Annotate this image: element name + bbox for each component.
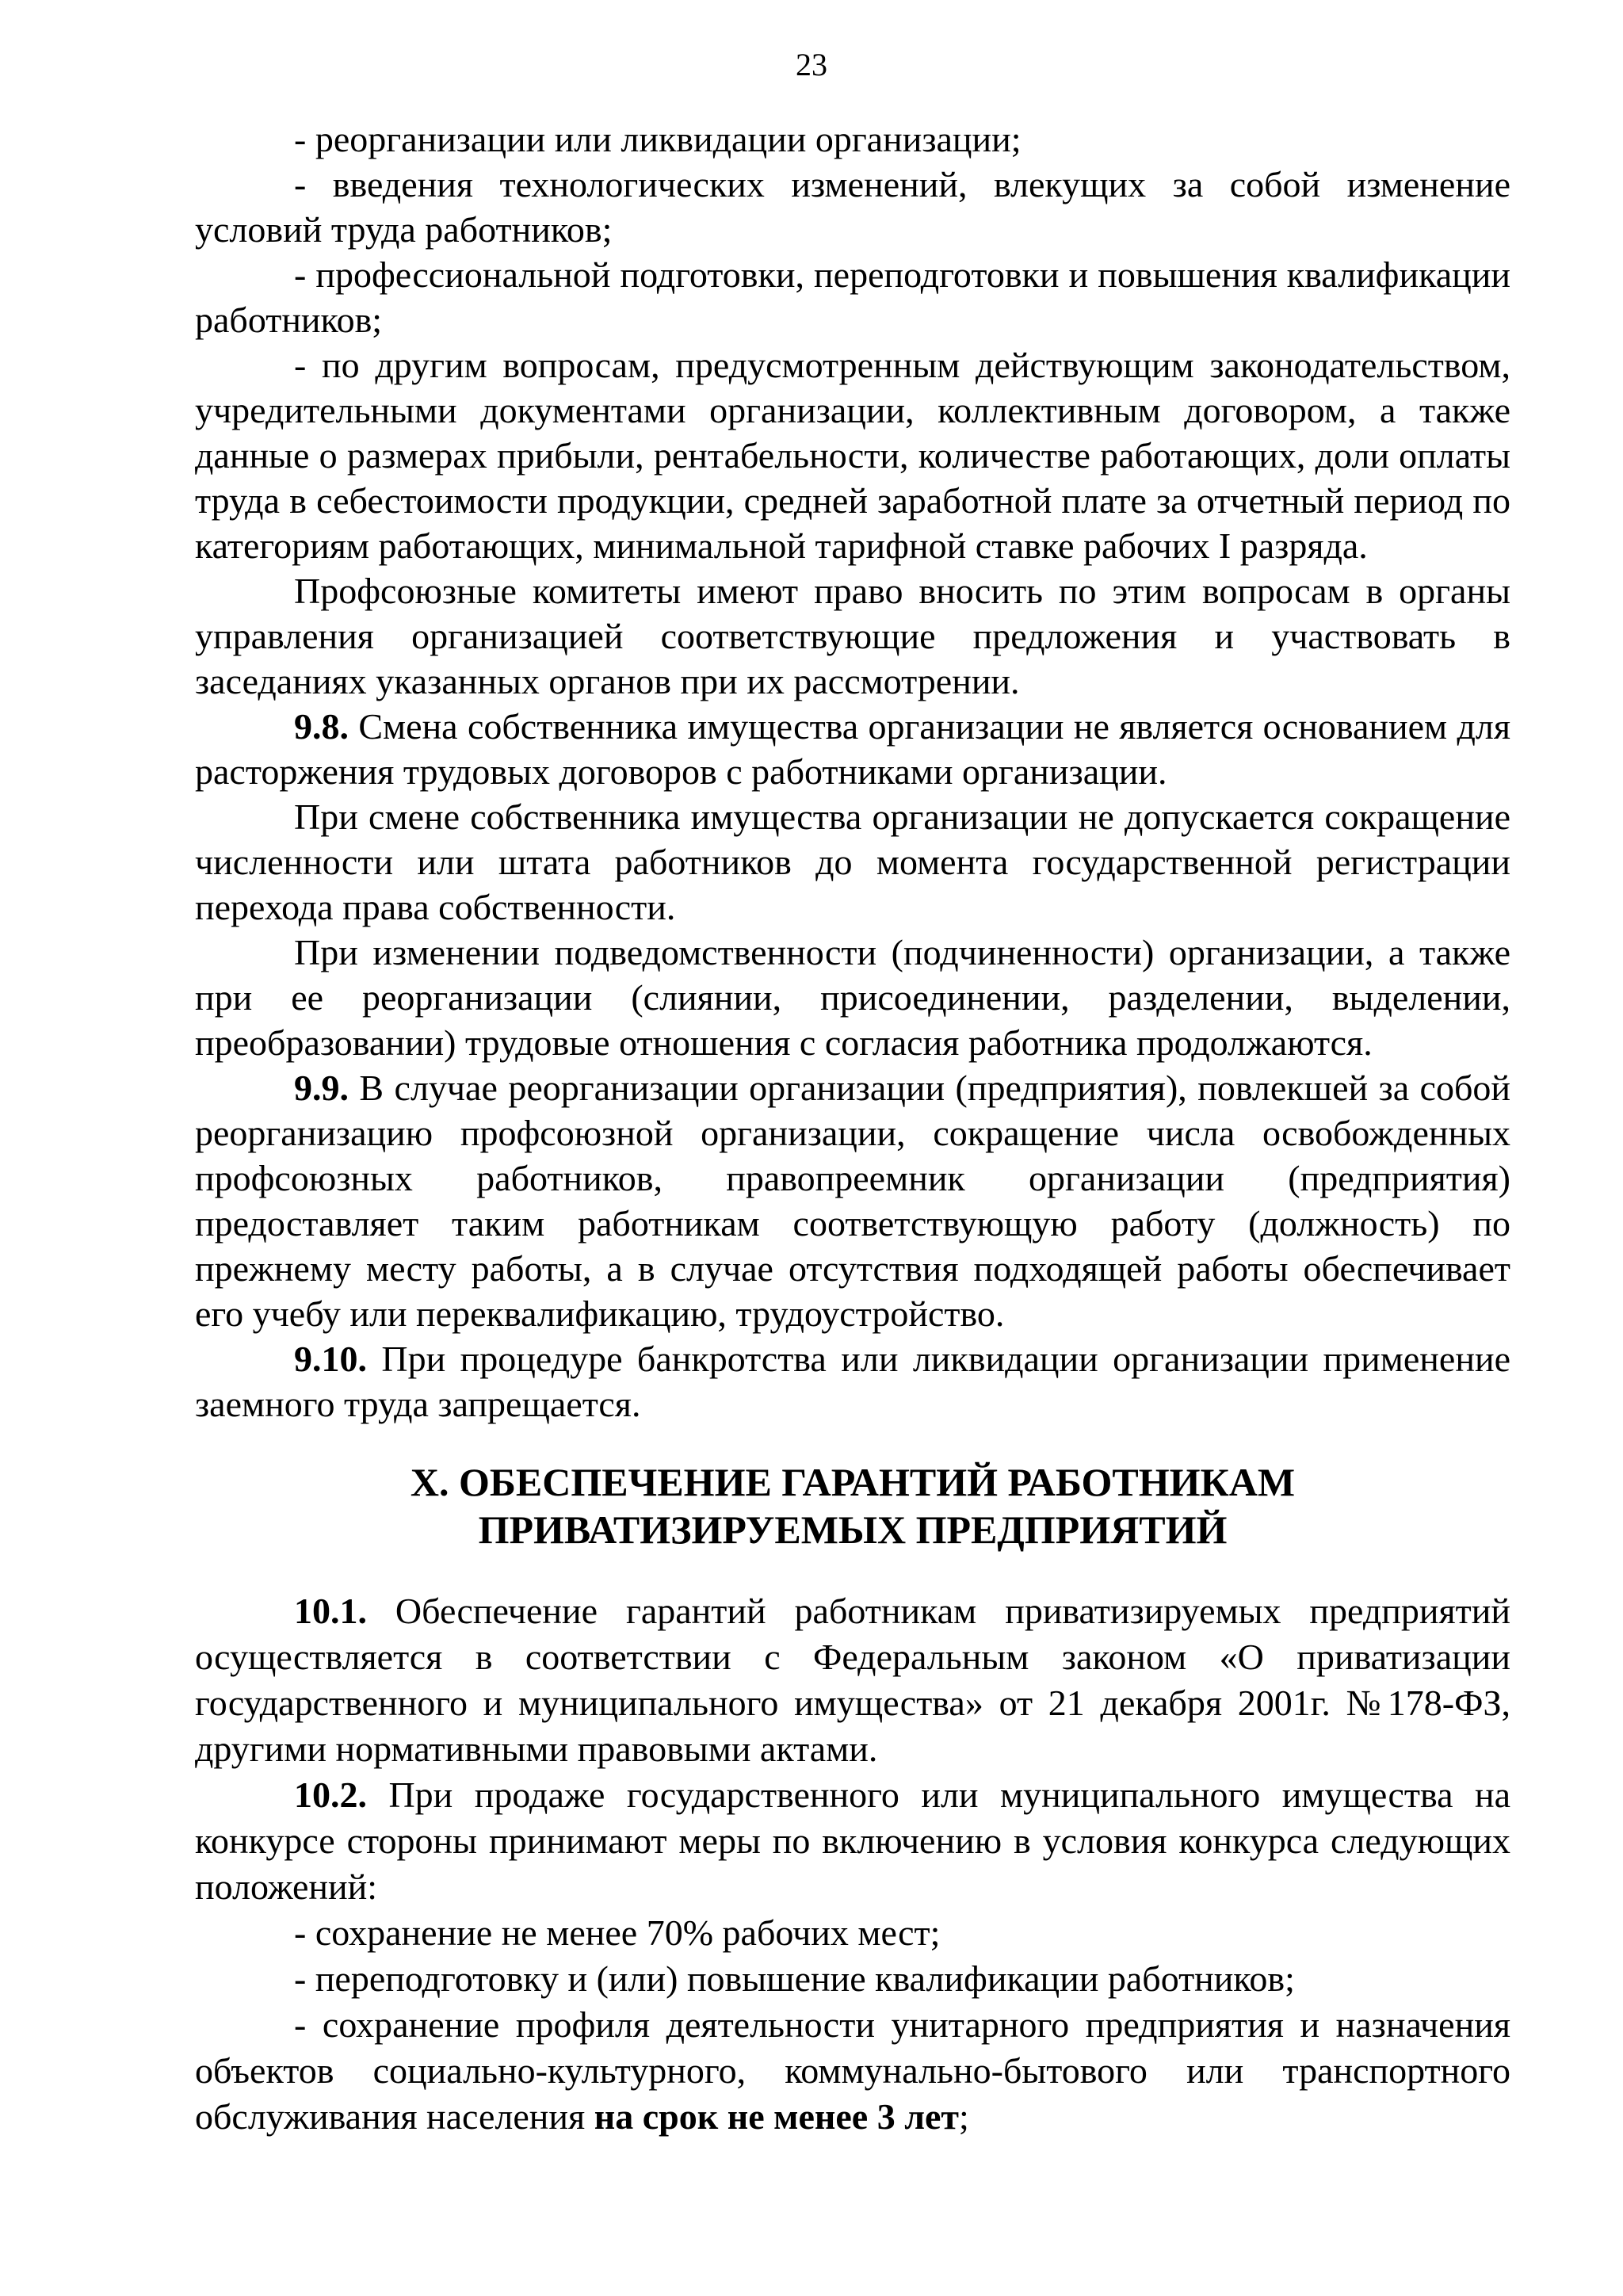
list-item: - профессиональной подготовки, переподготовки и повышения квалификации работников; [195, 254, 1510, 340]
list-item-text: - сохранение профиля деятельности унитарного предприятия и назначения объектов социально-культурного, коммунально-бытового или транспортного обслуживания населения [195, 2004, 1510, 2137]
clause-text: При продаже государственного или муниципального имущества на конкурсе стороны принимают меры по включению в условия конкурса следующих положений: [195, 1775, 1510, 1907]
clause-text: При процедуре банкротства или ликвидации организации применение заемного труда запрещается. [195, 1339, 1510, 1424]
clause-number: 9.10. [294, 1339, 367, 1379]
clause-10-2 [195, 1772, 1510, 1910]
document-body [195, 117, 1510, 2140]
clause-number: 9.9. [294, 1068, 349, 1108]
list-item-tail: ; [959, 2096, 969, 2137]
list-item: - введения технологических изменений, влекущих за собой изменение условий труда работников; [195, 164, 1510, 250]
section-x-body [195, 1588, 1510, 2140]
paragraph-committees: Профсоюзные комитеты имеют право вносить по этим вопросам в органы управления организацией соответствующие предложения и участвовать в заседаниях указанных органов при их рассмотрении. [195, 571, 1510, 701]
emphasis-text: на срок не менее 3 лет [594, 2096, 960, 2137]
clause-text: В случае реорганизации организации (предприятия), повлекшей за собой реорганизацию профсоюзной организации, сокращение числа освобожденных профсоюзных работников, правопреемник организации (предприятия) предоставляет таким работникам соответствующую работу (должность) по прежнему месту работы, а в случае отсутствия подходящей работы обеспечивает его учебу или переквалификацию, трудоустройство. [195, 1068, 1510, 1334]
section-heading [195, 1458, 1510, 1553]
clause-9-9 [195, 1065, 1510, 1336]
clause-number: 10.2. [294, 1775, 367, 1815]
clause-9-10 [195, 1336, 1510, 1427]
list-item: - по другим вопросам, предусмотренным действующим законодательством, учредительными документами организации, коллективным договором, а также данные о размерах прибыли, рентабельности, количестве работающих, доли оплаты труда в себестоимости продукции, средней заработной плате за отчетный период по категориям работающих, минимальной тарифной ставке рабочих I разряда. [195, 345, 1510, 566]
paragraph-owner-change: При смене собственника имущества организации не допускается сокращение численности или штата работников до момента государственной регистрации перехода права собственности. [195, 797, 1510, 927]
clause-text: Смена собственника имущества организации не является основанием для расторжения трудовых договоров с работниками организации. [195, 706, 1510, 792]
list-item: - переподготовку и (или) повышение квалификации работников; [294, 1958, 1295, 1999]
clause-9-8 [195, 704, 1510, 794]
section-title-line-1: X. ОБЕСПЕЧЕНИЕ ГАРАНТИЙ РАБОТНИКАМ [410, 1460, 1296, 1504]
clause-number: 10.1. [294, 1591, 367, 1631]
list-item: - сохранение не менее 70% рабочих мест; [294, 1912, 941, 1953]
section-title-line-2: ПРИВАТИЗИРУЕМЫХ ПРЕДПРИЯТИЙ [478, 1507, 1228, 1552]
clause-10-1 [195, 1588, 1510, 1772]
list-item [195, 2002, 1510, 2140]
clause-text: Обеспечение гарантий работникам приватизируемых предприятий осуществляется в соответствии с Федеральным законом «О приватизации государственного и муниципального имущества» от 21 декабря 2001г. №178-ФЗ, другими нормативными правовыми актами. [195, 1591, 1510, 1769]
paragraph-subordination: При изменении подведомственности (подчиненности) организации, а также при ее реорганизации (слиянии, присоединении, разделении, выделении, преобразовании) трудовые отношения с согласия работника продолжаются. [195, 932, 1510, 1063]
page-number: 23 [796, 47, 827, 82]
list-item: - реорганизации или ликвидации организации; [294, 119, 1022, 159]
clause-number: 9.8. [294, 706, 349, 747]
